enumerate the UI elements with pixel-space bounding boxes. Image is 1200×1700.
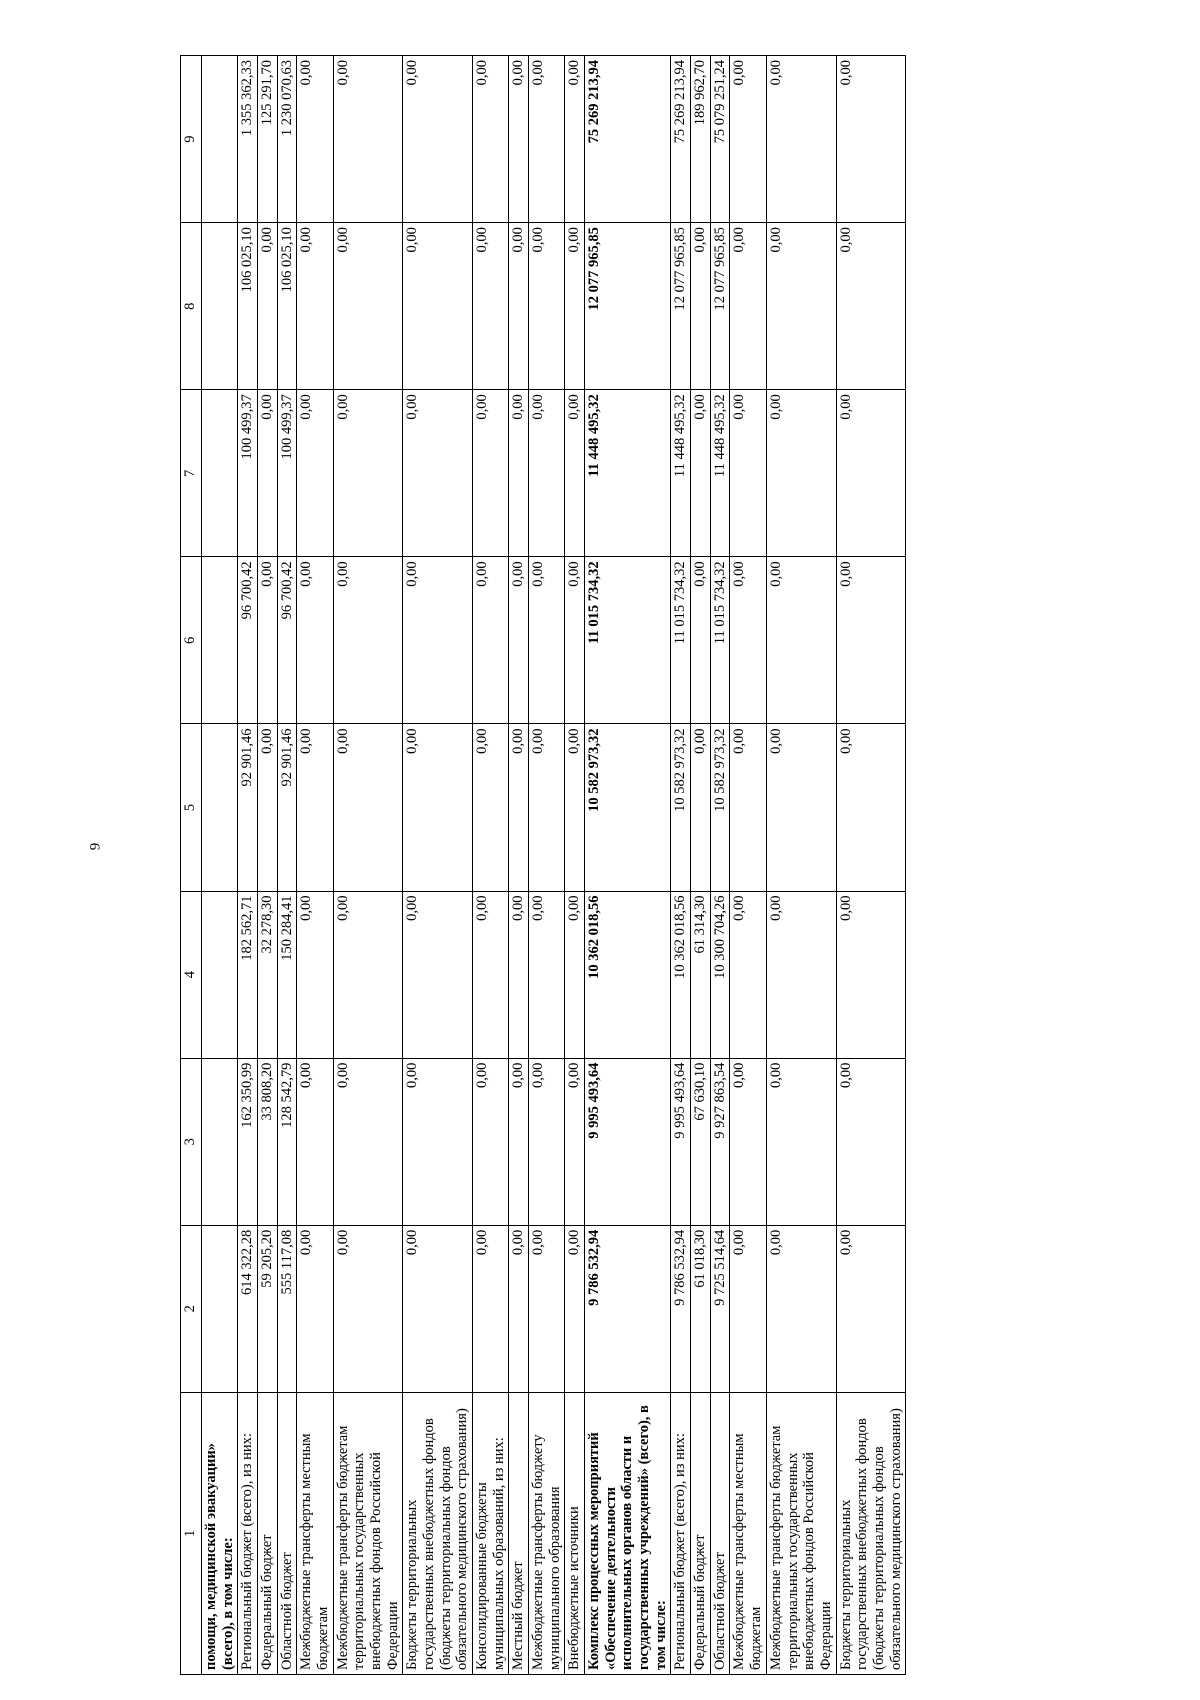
value-cell: 0,00	[565, 1225, 585, 1392]
table-row	[585, 56, 671, 1675]
value-cell	[202, 390, 238, 557]
table-row	[258, 56, 278, 1675]
row-label: Бюджеты территориальных государственных внебюджетных фондов (бюджеты территориальных фондов обязательного медицинского страхования)	[403, 1392, 473, 1674]
value-cell: 9 995 493,64	[671, 1058, 691, 1225]
value-cell	[202, 1225, 238, 1392]
value-cell: 0,00	[691, 557, 711, 724]
row-label: Бюджеты территориальных государственных внебюджетных фондов (бюджеты территориальных фондов обязательного медицинского страхования)	[836, 1392, 906, 1674]
value-cell: 61 314,30	[691, 891, 711, 1058]
value-cell: 0,00	[297, 891, 333, 1058]
table-row	[836, 56, 906, 1675]
value-cell: 0,00	[691, 390, 711, 557]
table-row	[238, 56, 258, 1675]
table-row	[202, 56, 238, 1675]
value-cell: 0,00	[473, 891, 509, 1058]
value-cell: 0,00	[565, 724, 585, 891]
column-header: 9	[181, 56, 202, 223]
value-cell: 10 582 973,32	[671, 724, 691, 891]
value-cell: 0,00	[529, 891, 565, 1058]
value-cell	[202, 891, 238, 1058]
value-cell: 0,00	[333, 390, 403, 557]
row-label: Межбюджетные трансферты бюджетам территориальных государственных внебюджетных фондов Российской Федерации	[333, 1392, 403, 1674]
value-cell: 92 901,46	[238, 724, 258, 891]
rotated-table-frame	[180, 55, 1080, 1675]
value-cell	[202, 223, 238, 390]
value-cell: 0,00	[473, 223, 509, 390]
value-cell: 11 015 734,32	[671, 557, 691, 724]
value-cell: 11 448 495,32	[671, 390, 691, 557]
value-cell: 0,00	[730, 724, 766, 891]
value-cell: 0,00	[509, 891, 529, 1058]
row-label: помощи, медицинской эвакуации» (всего), в том числе:	[202, 1392, 238, 1674]
value-cell: 0,00	[730, 891, 766, 1058]
budget-table	[180, 55, 906, 1675]
value-cell: 9 995 493,64	[585, 1058, 671, 1225]
value-cell: 75 269 213,94	[671, 56, 691, 223]
row-label: Комплекс процессных мероприятий «Обеспечение деятельности исполнительных органов области и государственных учреждений» (всего), в том числе:	[585, 1392, 671, 1674]
value-cell: 0,00	[730, 1225, 766, 1392]
value-cell: 11 448 495,32	[710, 390, 730, 557]
value-cell: 0,00	[766, 557, 836, 724]
column-header: 1	[181, 1392, 202, 1674]
value-cell: 0,00	[509, 223, 529, 390]
table-row	[473, 56, 509, 1675]
value-cell: 0,00	[403, 390, 473, 557]
row-label: Межбюджетные трансферты местным бюджетам	[297, 1392, 333, 1674]
value-cell: 0,00	[836, 724, 906, 891]
value-cell: 10 300 704,26	[710, 891, 730, 1058]
value-cell: 10 582 973,32	[710, 724, 730, 891]
value-cell: 0,00	[258, 390, 278, 557]
row-label: Консолидированные бюджеты муниципальных образований, из них:	[473, 1392, 509, 1674]
row-label: Местный бюджет	[509, 1392, 529, 1674]
value-cell: 0,00	[509, 724, 529, 891]
column-header: 4	[181, 891, 202, 1058]
value-cell: 92 901,46	[277, 724, 297, 891]
value-cell: 0,00	[297, 56, 333, 223]
value-cell: 11 015 734,32	[585, 557, 671, 724]
value-cell: 0,00	[529, 557, 565, 724]
value-cell: 0,00	[565, 56, 585, 223]
value-cell: 0,00	[836, 56, 906, 223]
value-cell: 100 499,37	[277, 390, 297, 557]
value-cell: 0,00	[403, 724, 473, 891]
value-cell: 0,00	[297, 724, 333, 891]
value-cell	[202, 724, 238, 891]
value-cell	[202, 557, 238, 724]
value-cell: 0,00	[730, 223, 766, 390]
value-cell: 0,00	[529, 1058, 565, 1225]
page-number: 9	[87, 842, 104, 851]
table-row	[333, 56, 403, 1675]
row-label: Внебюджетные источники	[565, 1392, 585, 1674]
value-cell: 0,00	[730, 1058, 766, 1225]
value-cell: 0,00	[473, 557, 509, 724]
value-cell: 182 562,71	[238, 891, 258, 1058]
value-cell: 0,00	[509, 1058, 529, 1225]
value-cell: 61 018,30	[691, 1225, 711, 1392]
value-cell: 0,00	[730, 56, 766, 223]
value-cell: 67 630,10	[691, 1058, 711, 1225]
value-cell: 0,00	[473, 1058, 509, 1225]
table-row	[529, 56, 565, 1675]
value-cell: 9 927 863,54	[710, 1058, 730, 1225]
value-cell: 0,00	[297, 1058, 333, 1225]
value-cell: 0,00	[836, 223, 906, 390]
value-cell: 0,00	[297, 223, 333, 390]
table-container	[180, 55, 1080, 1675]
value-cell: 75 079 251,24	[710, 56, 730, 223]
value-cell: 9 725 514,64	[710, 1225, 730, 1392]
value-cell: 0,00	[766, 390, 836, 557]
value-cell: 0,00	[297, 557, 333, 724]
value-cell: 0,00	[473, 724, 509, 891]
table-row	[766, 56, 836, 1675]
value-cell: 0,00	[836, 1225, 906, 1392]
value-cell	[202, 1058, 238, 1225]
table-row	[403, 56, 473, 1675]
value-cell: 0,00	[258, 557, 278, 724]
value-cell: 96 700,42	[277, 557, 297, 724]
value-cell: 125 291,70	[258, 56, 278, 223]
value-cell: 12 077 965,85	[585, 223, 671, 390]
value-cell: 0,00	[730, 390, 766, 557]
value-cell: 0,00	[403, 223, 473, 390]
value-cell: 59 205,20	[258, 1225, 278, 1392]
value-cell: 0,00	[565, 390, 585, 557]
value-cell: 162 350,99	[238, 1058, 258, 1225]
value-cell: 75 269 213,94	[585, 56, 671, 223]
row-label: Областной бюджет	[277, 1392, 297, 1674]
row-label: Региональный бюджет (всего), из них:	[238, 1392, 258, 1674]
row-label: Межбюджетные трансферты бюджетам территориальных государственных внебюджетных фондов Российской Федерации	[766, 1392, 836, 1674]
value-cell: 0,00	[333, 557, 403, 724]
value-cell: 0,00	[473, 56, 509, 223]
row-label: Областной бюджет	[710, 1392, 730, 1674]
row-label: Межбюджетные трансферты местным бюджетам	[730, 1392, 766, 1674]
value-cell: 0,00	[333, 891, 403, 1058]
value-cell: 0,00	[333, 724, 403, 891]
table-row	[671, 56, 691, 1675]
table-row	[509, 56, 529, 1675]
value-cell: 1 355 362,33	[238, 56, 258, 223]
value-cell: 1 230 070,63	[277, 56, 297, 223]
value-cell: 10 362 018,56	[585, 891, 671, 1058]
value-cell: 0,00	[403, 56, 473, 223]
value-cell: 0,00	[529, 56, 565, 223]
value-cell: 0,00	[258, 223, 278, 390]
column-header: 2	[181, 1225, 202, 1392]
value-cell: 555 117,08	[277, 1225, 297, 1392]
column-header: 7	[181, 390, 202, 557]
value-cell: 9 786 532,94	[671, 1225, 691, 1392]
value-cell: 614 322,28	[238, 1225, 258, 1392]
value-cell: 106 025,10	[238, 223, 258, 390]
value-cell: 0,00	[403, 1058, 473, 1225]
value-cell: 0,00	[836, 1058, 906, 1225]
value-cell: 0,00	[403, 891, 473, 1058]
value-cell: 106 025,10	[277, 223, 297, 390]
value-cell: 0,00	[730, 557, 766, 724]
value-cell: 0,00	[258, 724, 278, 891]
value-cell: 0,00	[473, 390, 509, 557]
value-cell: 0,00	[297, 390, 333, 557]
value-cell: 0,00	[403, 1225, 473, 1392]
value-cell: 0,00	[529, 390, 565, 557]
table-row	[691, 56, 711, 1675]
value-cell	[202, 56, 238, 223]
value-cell: 100 499,37	[238, 390, 258, 557]
table-row	[730, 56, 766, 1675]
value-cell: 0,00	[565, 891, 585, 1058]
table-row	[565, 56, 585, 1675]
value-cell: 0,00	[333, 1058, 403, 1225]
value-cell: 0,00	[836, 557, 906, 724]
value-cell: 12 077 965,85	[671, 223, 691, 390]
value-cell: 0,00	[691, 223, 711, 390]
table-row	[277, 56, 297, 1675]
row-label: Федеральный бюджет	[691, 1392, 711, 1674]
value-cell: 12 077 965,85	[710, 223, 730, 390]
value-cell: 0,00	[836, 390, 906, 557]
value-cell: 0,00	[766, 891, 836, 1058]
value-cell: 189 962,70	[691, 56, 711, 223]
value-cell: 0,00	[403, 557, 473, 724]
value-cell: 0,00	[766, 724, 836, 891]
value-cell: 0,00	[565, 223, 585, 390]
value-cell: 0,00	[766, 56, 836, 223]
table-body	[202, 56, 906, 1675]
value-cell: 150 284,41	[277, 891, 297, 1058]
column-header: 3	[181, 1058, 202, 1225]
value-cell: 9 786 532,94	[585, 1225, 671, 1392]
row-label: Федеральный бюджет	[258, 1392, 278, 1674]
table-row	[297, 56, 333, 1675]
value-cell: 11 448 495,32	[585, 390, 671, 557]
value-cell: 10 362 018,56	[671, 891, 691, 1058]
value-cell: 96 700,42	[238, 557, 258, 724]
value-cell: 0,00	[297, 1225, 333, 1392]
value-cell: 0,00	[509, 390, 529, 557]
value-cell: 0,00	[691, 724, 711, 891]
value-cell: 0,00	[509, 1225, 529, 1392]
value-cell: 0,00	[766, 1225, 836, 1392]
value-cell: 0,00	[473, 1225, 509, 1392]
row-label: Межбюджетные трансферты бюджету муниципального образования	[529, 1392, 565, 1674]
value-cell: 0,00	[565, 1058, 585, 1225]
table-row	[710, 56, 730, 1675]
value-cell: 0,00	[333, 1225, 403, 1392]
column-header: 5	[181, 724, 202, 891]
value-cell: 32 278,30	[258, 891, 278, 1058]
value-cell: 128 542,79	[277, 1058, 297, 1225]
value-cell: 0,00	[509, 56, 529, 223]
value-cell: 0,00	[565, 557, 585, 724]
value-cell: 11 015 734,32	[710, 557, 730, 724]
table-header-row	[181, 56, 202, 1675]
value-cell: 10 582 973,32	[585, 724, 671, 891]
value-cell: 0,00	[529, 724, 565, 891]
value-cell: 33 808,20	[258, 1058, 278, 1225]
value-cell: 0,00	[333, 223, 403, 390]
value-cell: 0,00	[529, 1225, 565, 1392]
column-header: 6	[181, 557, 202, 724]
column-header: 8	[181, 223, 202, 390]
value-cell: 0,00	[529, 223, 565, 390]
row-label: Региональный бюджет (всего), из них:	[671, 1392, 691, 1674]
value-cell: 0,00	[766, 1058, 836, 1225]
value-cell: 0,00	[333, 56, 403, 223]
value-cell: 0,00	[766, 223, 836, 390]
value-cell: 0,00	[509, 557, 529, 724]
value-cell: 0,00	[836, 891, 906, 1058]
